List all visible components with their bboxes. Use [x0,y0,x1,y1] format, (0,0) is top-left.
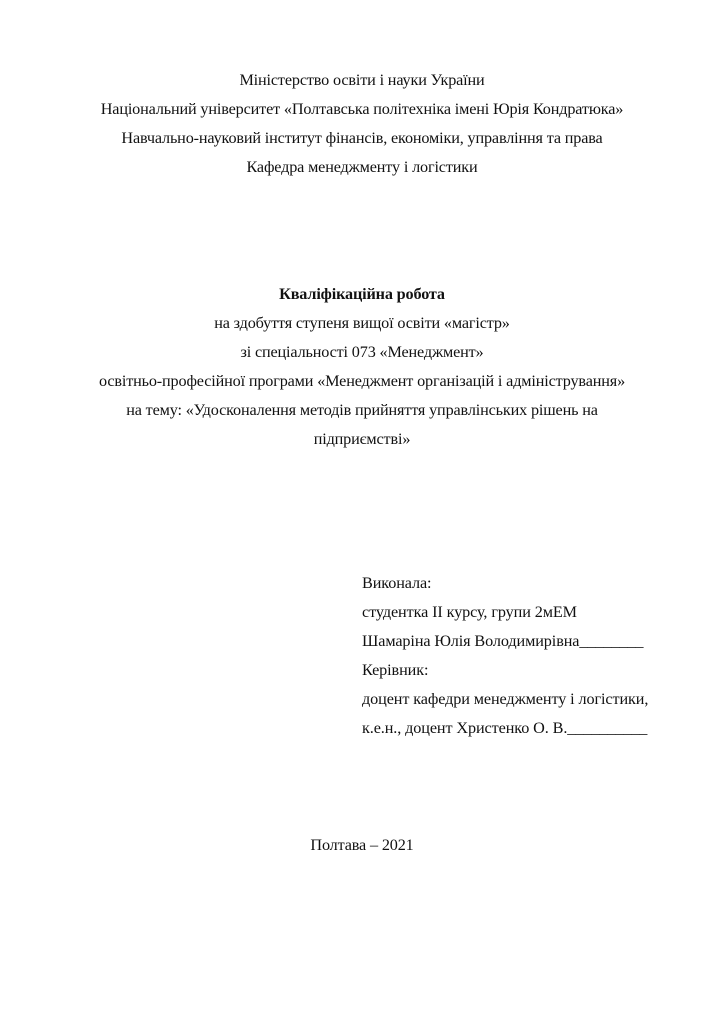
student-info: студентка ІІ курсу, групи 2мЕМ [362,603,577,621]
topic-line-1: на тему: «Удосконалення методів прийняття управлінських рішень на [126,401,598,419]
university-name: Національний університет «Полтавська політехніка імені Юрія Кондратюка» [100,100,624,118]
specialty-line: зі спеціальності 073 «Менеджмент» [240,343,484,361]
department-name: Кафедра менеджменту і логістики [246,158,478,176]
topic-line-2: підприємстві» [313,430,411,448]
supervisor-label: Керівник: [362,661,429,679]
work-type-title: Кваліфікаційна робота [279,285,445,303]
ministry-heading: Міністерство освіти і науки України [239,71,485,89]
performed-label: Виконала: [362,574,432,592]
student-name: Шамаріна Юлія Володимирівна________ [362,632,644,650]
supervisor-name: к.е.н., доцент Христенко О. В.__________ [362,719,648,737]
city-year: Полтава – 2021 [310,836,414,854]
degree-line: на здобуття ступеня вищої освіти «магістр» [214,314,510,332]
program-line: освітньо-професійної програми «Менеджмент організацій і адміністрування» [98,372,626,390]
supervisor-position: доцент кафедри менеджменту і логістики, [362,690,649,708]
institute-name: Навчально-науковий інститут фінансів, економіки, управління та права [121,129,603,147]
